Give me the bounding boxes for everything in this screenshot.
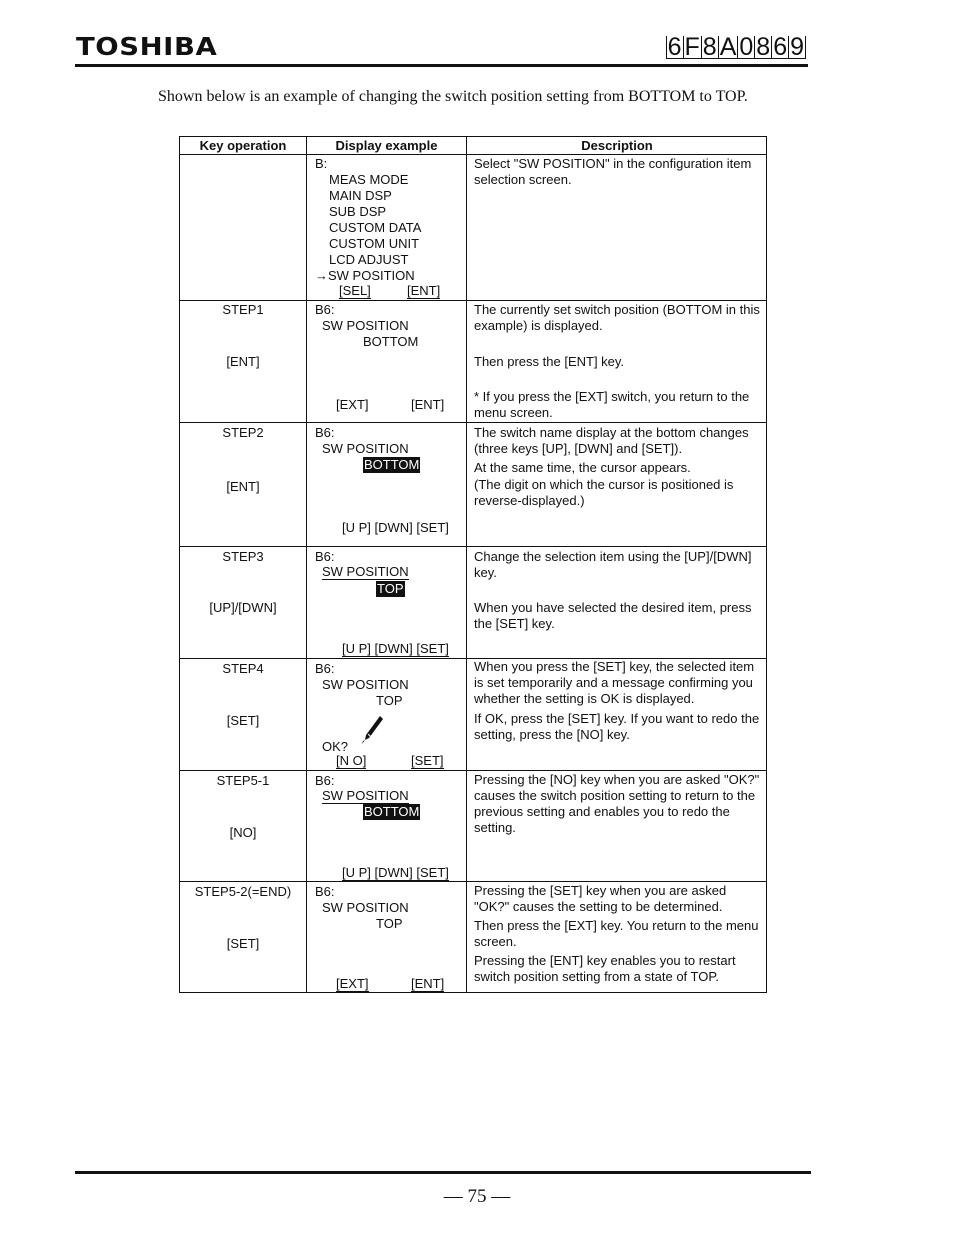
display-line: SW POSITION xyxy=(322,677,409,692)
description-text: Pressing the [ENT] key enables you to restart switch position setting from a state of TOP. xyxy=(474,953,736,984)
key-operation: [ENT] xyxy=(226,479,260,494)
display-line: OK? xyxy=(322,739,349,754)
display-key-ext: [EXT] xyxy=(336,976,369,991)
row-divider xyxy=(180,881,766,882)
document-number xyxy=(666,33,806,62)
display-line: MAIN DSP xyxy=(329,188,392,203)
display-keys: [U P] [DWN] [SET] xyxy=(342,865,449,880)
description-text: The currently set switch position (BOTTOM in this example) is displayed. xyxy=(474,302,760,333)
doc-number-digit: A xyxy=(719,33,738,61)
display-line: MEAS MODE xyxy=(329,172,409,187)
display-line: B6: xyxy=(315,425,335,440)
key-operation: [NO] xyxy=(229,825,257,840)
description-text: Select "SW POSITION" in the configuration item selection screen. xyxy=(474,156,752,187)
row-divider xyxy=(180,770,766,771)
description-text: Change the selection item using the [UP]/[DWN] key. xyxy=(474,549,752,580)
display-line: B6: xyxy=(315,773,335,788)
description-text: (The digit on which the cursor is positioned is reverse-displayed.) xyxy=(474,477,734,508)
key-operation: [ENT] xyxy=(226,354,260,369)
step-label: STEP5-2(=END) xyxy=(194,884,292,899)
display-value-cursor: BOTTOM xyxy=(364,457,420,472)
doc-number-digit: 6 xyxy=(667,33,683,61)
step-label: STEP1 xyxy=(222,302,264,317)
intro-text: Shown below is an example of changing the switch position setting from BOTTOM to TOP. xyxy=(158,88,748,105)
display-line: SUB DSP xyxy=(329,204,387,219)
display-line: SW POSITION xyxy=(322,441,409,456)
header-rule xyxy=(75,64,808,67)
description-text: Then press the [ENT] key. xyxy=(474,354,625,369)
col-header-display-example: Display example xyxy=(335,138,438,153)
table-header xyxy=(180,137,766,155)
display-key-ent: [ENT] xyxy=(411,976,445,991)
step-label: STEP2 xyxy=(222,425,264,440)
doc-number-digit: 6 xyxy=(773,33,789,61)
doc-number-digit: 8 xyxy=(756,33,772,61)
display-value: TOP xyxy=(376,693,403,708)
page-number: — 75 — xyxy=(443,1186,511,1207)
step-label: STEP4 xyxy=(222,661,264,676)
display-line: B6: xyxy=(315,549,335,564)
step-label: STEP3 xyxy=(222,549,264,564)
display-value-cursor: BOTTOM xyxy=(364,804,420,819)
display-key-set: [SET] xyxy=(411,753,444,768)
row-divider xyxy=(180,300,766,301)
doc-number-digit: 9 xyxy=(790,33,805,61)
doc-number-digit: 8 xyxy=(702,33,718,61)
display-line: SW POSITION xyxy=(322,318,409,333)
row-divider xyxy=(180,546,766,547)
row-divider xyxy=(180,422,766,423)
display-value-cursor: TOP xyxy=(377,581,404,596)
description-text: The switch name display at the bottom changes (three keys [UP], [DWN] and [SET]). xyxy=(474,425,749,456)
description-note: * If you press the [EXT] switch, you return to the menu screen. xyxy=(474,389,750,420)
display-line: B: xyxy=(315,156,328,171)
display-line-selected: →SW POSITION xyxy=(315,268,415,283)
footer-rule xyxy=(75,1171,811,1174)
description-text: Then press the [EXT] key. You return to the menu screen. xyxy=(474,918,759,949)
display-line: CUSTOM DATA xyxy=(329,220,422,235)
display-line: SW POSITION xyxy=(322,788,409,803)
doc-number-digit: F xyxy=(684,33,701,61)
toshiba-logo: TOSHIBA xyxy=(76,32,218,61)
display-line: SW POSITION xyxy=(322,564,409,579)
description-text: Pressing the [NO] key when you are asked "OK?" causes the switch position setting to return to the previous setting and enables you to redo the setting. xyxy=(474,772,760,835)
display-key-sel: [SEL] xyxy=(339,283,371,298)
key-operation: [UP]/[DWN] xyxy=(209,600,277,615)
display-key-no: [N O] xyxy=(336,753,367,768)
step-label: STEP5-1 xyxy=(216,773,270,788)
doc-number-digit: 0 xyxy=(739,33,755,61)
display-line: SW POSITION xyxy=(322,900,409,915)
pencil-icon xyxy=(360,714,384,746)
description-text: When you have selected the desired item, press the [SET] key. xyxy=(474,600,752,631)
display-keys: [U P] [DWN] [SET] xyxy=(342,520,449,535)
display-line: CUSTOM UNIT xyxy=(329,236,420,251)
display-line: B6: xyxy=(315,302,335,317)
display-line: B6: xyxy=(315,884,335,899)
display-line: LCD ADJUST xyxy=(329,252,409,267)
display-keys: [U P] [DWN] [SET] xyxy=(342,641,449,656)
column-divider xyxy=(306,137,307,992)
display-line: B6: xyxy=(315,661,335,676)
display-key-ext: [EXT] xyxy=(336,397,369,412)
column-divider xyxy=(466,137,467,992)
key-operation: [SET] xyxy=(226,713,260,728)
col-header-description: Description xyxy=(581,138,653,153)
display-key-ent: [ENT] xyxy=(407,283,441,298)
display-value: BOTTOM xyxy=(363,334,419,349)
procedure-table xyxy=(179,136,767,993)
key-operation: [SET] xyxy=(226,936,260,951)
description-text: At the same time, the cursor appears. xyxy=(474,460,691,475)
display-key-ent: [ENT] xyxy=(411,397,445,412)
description-text: When you press the [SET] key, the selected item is set temporarily and a message confirming you whether the setting is OK is displayed. xyxy=(474,659,755,706)
description-text: If OK, press the [SET] key. If you want to redo the setting, press the [NO] key. xyxy=(474,711,760,742)
col-header-key-operation: Key operation xyxy=(199,138,287,153)
description-text: Pressing the [SET] key when you are asked "OK?" causes the setting to be determined. xyxy=(474,883,727,914)
display-value: TOP xyxy=(376,916,403,931)
